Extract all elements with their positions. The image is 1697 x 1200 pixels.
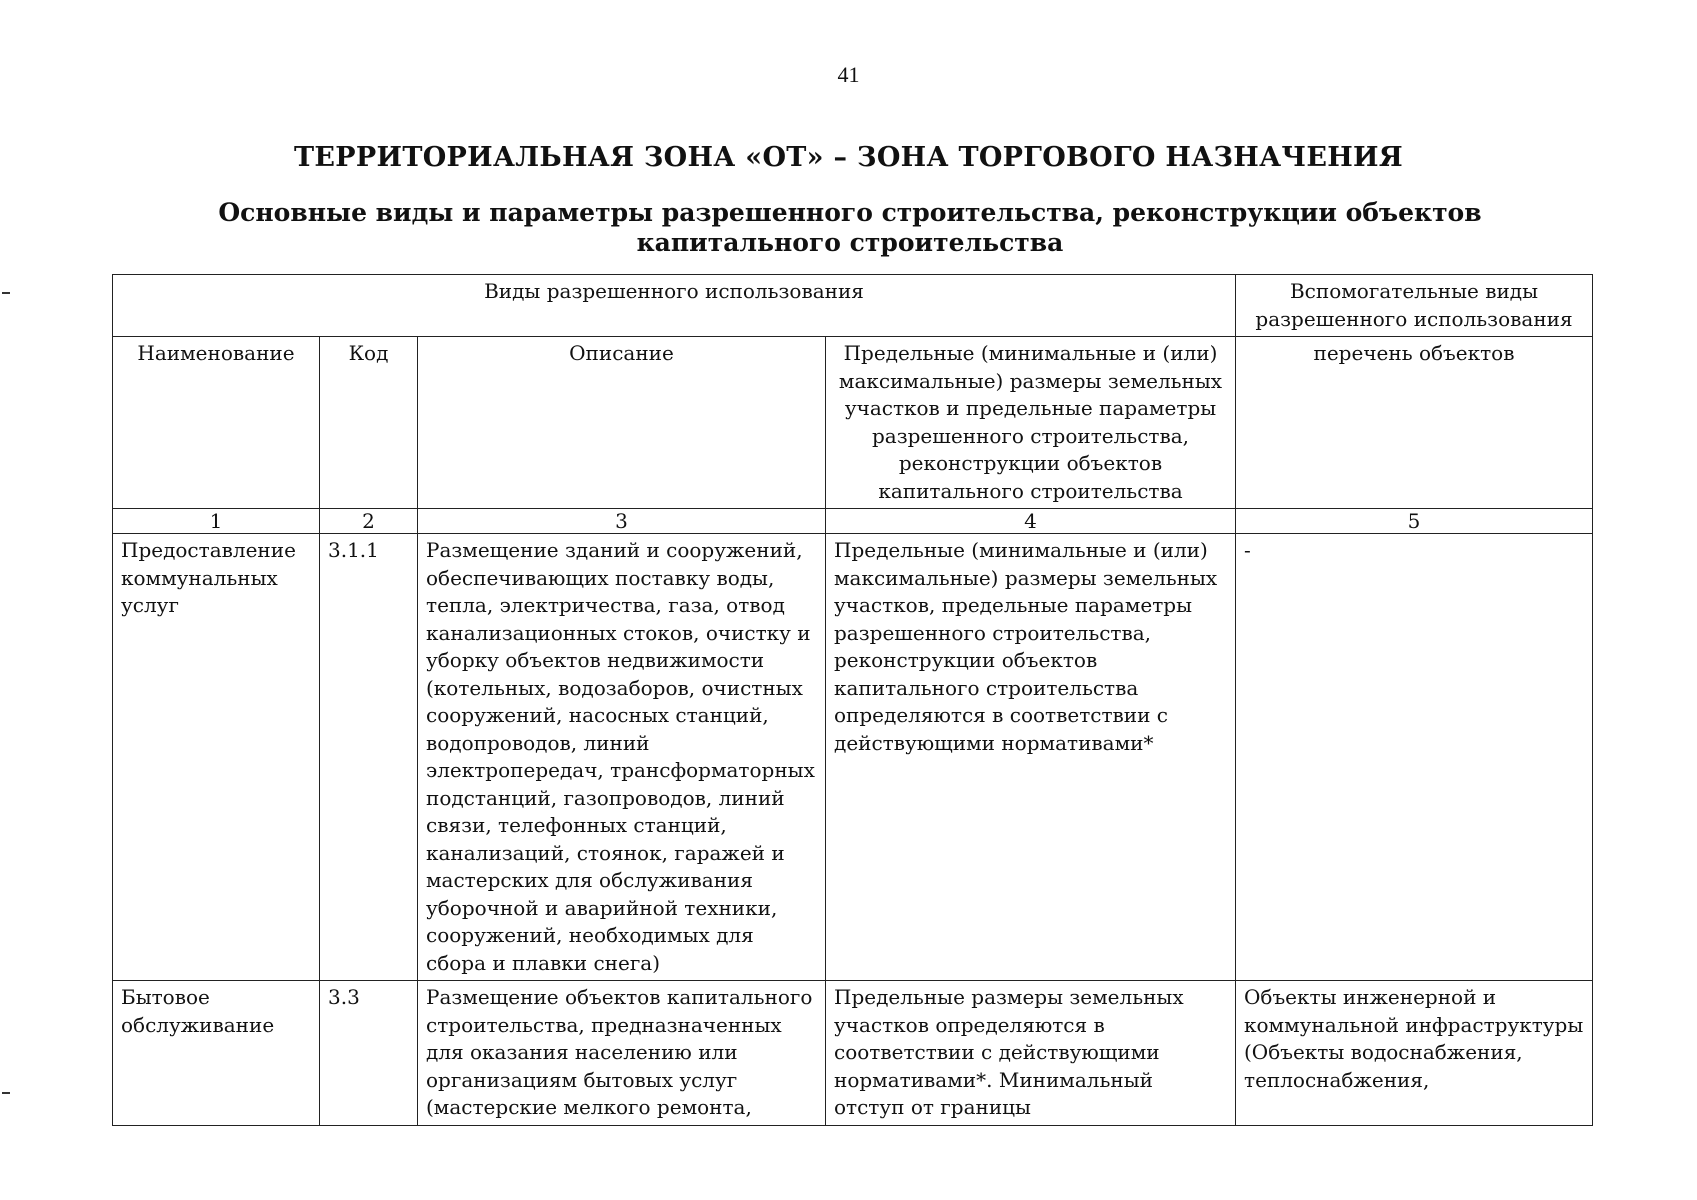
row-code: 3.1.1 xyxy=(320,534,418,981)
row-auxiliary: - xyxy=(1236,534,1593,981)
page-number: 41 xyxy=(837,62,860,87)
column-number: 4 xyxy=(826,509,1236,534)
column-number: 5 xyxy=(1236,509,1593,534)
zoning-table xyxy=(112,274,1593,1126)
column-number: 2 xyxy=(320,509,418,534)
table-row xyxy=(113,981,1593,1126)
table-group-header-row xyxy=(113,275,1593,337)
margin-mark xyxy=(2,292,10,294)
group-header-aux: Вспомогательные виды разрешенного использования xyxy=(1236,275,1593,337)
zone-title: ТЕРРИТОРИАЛЬНАЯ ЗОНА «ОТ» – ЗОНА ТОРГОВОГО НАЗНАЧЕНИЯ xyxy=(294,142,1403,173)
column-number: 1 xyxy=(113,509,320,534)
column-header-code: Код xyxy=(320,337,418,509)
row-code: 3.3 xyxy=(320,981,418,1126)
row-name: Предоставление коммунальных услуг xyxy=(113,534,320,981)
section-title: Основные виды и параметры разрешенного строительства, реконструкции объектов капитального строительства xyxy=(218,198,1482,257)
column-header-objects: перечень объектов xyxy=(1236,337,1593,509)
column-number: 3 xyxy=(418,509,826,534)
row-description: Размещение зданий и сооружений, обеспечивающих поставку воды, тепла, электричества, газа, отвод канализационных стоков, очистку и уборку объектов недвижимости (котельных, водозаборов, очистных сооружений, насосных станций, водопроводов, линий электропередач, трансформаторных подстанций, газопроводов, линий связи, телефонных станций, канализаций, стоянок, гаражей и мастерских для обслуживания уборочной и аварийной техники, сооружений, необходимых для сбора и плавки снега) xyxy=(418,534,826,981)
group-header-main: Виды разрешенного использования xyxy=(113,275,1236,337)
row-name: Бытовое обслуживание xyxy=(113,981,320,1126)
column-header-parameters: Предельные (минимальные и (или) максимальные) размеры земельных участков и предельные параметры разрешенного строительства, реконструкции объектов капитального строительства xyxy=(826,337,1236,509)
row-auxiliary: Объекты инженерной и коммунальной инфраструктуры (Объекты водоснабжения, теплоснабжения, xyxy=(1236,981,1593,1126)
margin-mark xyxy=(2,1092,10,1094)
column-header-description: Описание xyxy=(418,337,826,509)
table-row xyxy=(113,534,1593,981)
row-parameters: Предельные размеры земельных участков определяются в соответствии с действующими нормативами*. Минимальный отступ от границы xyxy=(826,981,1236,1126)
table-column-number-row xyxy=(113,509,1593,534)
row-parameters: Предельные (минимальные и (или) максимальные) размеры земельных участков, предельные параметры разрешенного строительства, реконструкции объектов капитального строительства определяются в соответствии с действующими нормативами* xyxy=(826,534,1236,981)
row-description: Размещение объектов капитального строительства, предназначенных для оказания населению или организациям бытовых услуг (мастерские мелкого ремонта, xyxy=(418,981,826,1126)
column-header-name: Наименование xyxy=(113,337,320,509)
table-column-header-row xyxy=(113,337,1593,509)
